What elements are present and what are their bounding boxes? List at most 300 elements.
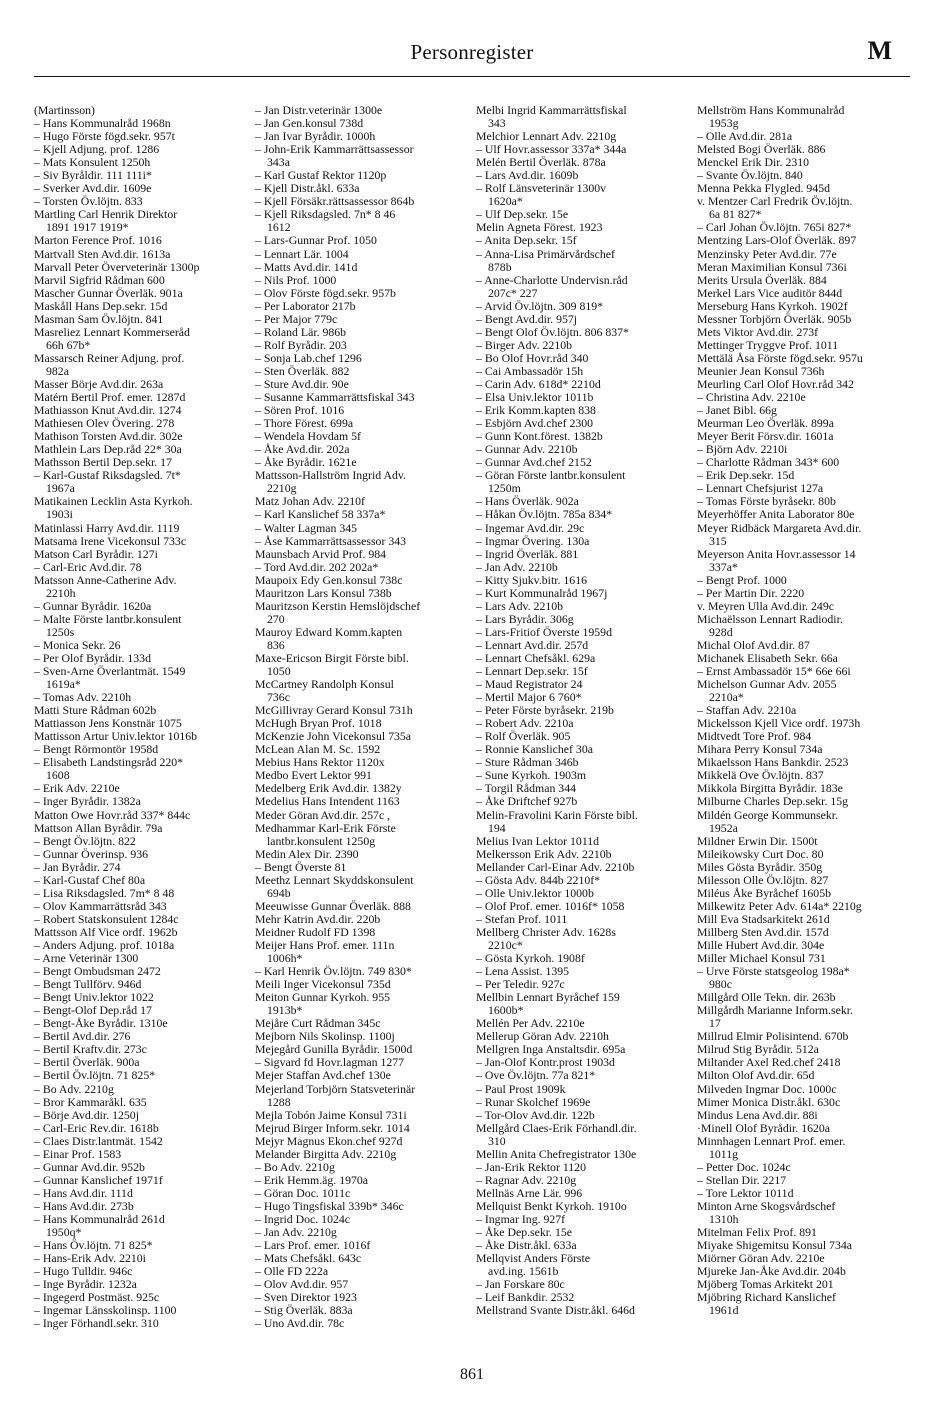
register-entry: [34, 965, 245, 978]
entry-line: Mjöberg Tomas Arkitekt 201: [697, 1278, 834, 1292]
register-entry: [34, 1278, 245, 1291]
entry-line: Melbi Ingrid Kammarrättsfiskal: [476, 104, 627, 117]
register-entry: [255, 795, 466, 808]
entry-line: Mille Hubert Avd.dir. 304e: [697, 939, 825, 952]
register-entry: [255, 769, 466, 782]
entry-line: Mill Eva Stadsarkitekt 261d: [697, 912, 830, 926]
entry-line: Millgård Olle Tekn. dir. 263b: [697, 991, 836, 1005]
entry-line: – Åse Kammarrättsassessor 343: [255, 534, 407, 548]
register-entry: [34, 274, 245, 287]
entry-line: – Björn Adv. 2210i: [697, 443, 788, 457]
register-entry: [697, 730, 908, 743]
entry-line: Matti Sture Rådman 602b: [34, 704, 157, 718]
entry-line: – Jan Adv. 2210b: [476, 560, 558, 574]
entry-line: McGillivray Gerard Konsul 731h: [255, 704, 413, 718]
entry-line: – Ernst Ambassadör 15* 66e 66i: [697, 665, 851, 679]
section-letter: M: [867, 36, 892, 65]
register-entry: [697, 769, 908, 782]
entry-continuation: avd.ing. 1561b: [488, 1265, 559, 1279]
register-entry: [34, 391, 245, 404]
entry-line: – Gösta Adv. 844b 2210f*: [476, 873, 601, 887]
entry-line: McLean Alan M. Sc. 1592: [255, 743, 381, 757]
entry-continuation: 2210g: [267, 482, 297, 496]
register-entry: [255, 1135, 466, 1148]
entry-continuation: 1961d: [709, 1304, 739, 1318]
entry-line: – Lars-Fritiof Överste 1959d: [476, 625, 612, 639]
entry-line: – Olof Prof. emer. 1016f* 1058: [476, 899, 625, 913]
entry-line: – Karl Henrik Öv.löjtn. 749 830*: [255, 965, 412, 979]
register-entry: [255, 1265, 466, 1278]
entry-line: – Bengt Prof. 1000: [697, 573, 787, 587]
entry-line: – Gunnar Avd.chef 2152: [476, 456, 592, 470]
register-entry: [476, 274, 687, 300]
entry-line: – Elsa Univ.lektor 1011b: [476, 391, 594, 405]
entry-line: v. Meyren Ulla Avd.dir. 249c: [697, 599, 834, 613]
register-entry: [697, 182, 908, 195]
entry-line: – Gunnar Avd.dir. 952b: [34, 1160, 145, 1174]
register-entry: [476, 587, 687, 600]
entry-continuation: 1913b*: [267, 1004, 303, 1018]
entry-continuation: 1250m: [488, 482, 521, 496]
register-entry: [476, 535, 687, 548]
entry-continuation: 2210h: [46, 586, 76, 600]
register-entry: [34, 287, 245, 300]
entry-continuation: 1891 1917 1919*: [46, 221, 129, 235]
entry-line: – Hugo Tingsfiskal 339b* 346c: [255, 1199, 404, 1213]
register-entry: [255, 430, 466, 443]
entry-continuation: 315: [709, 534, 727, 548]
entry-continuation: 836: [267, 638, 285, 652]
entry-line: – Charlotte Rådman 343* 600: [697, 456, 840, 470]
entry-line: – Jan Forskare 80c: [476, 1278, 565, 1292]
entry-line: Merkel Lars Vice auditör 844d: [697, 286, 843, 300]
entry-line: – Göran Förste lantbr.konsulent: [476, 469, 626, 483]
register-entry: [476, 965, 687, 978]
entry-line: Miyake Shigemitsu Konsul 734a: [697, 1239, 852, 1253]
register-entry: [476, 417, 687, 430]
register-entry: [697, 456, 908, 469]
entry-line: – Bertil Kraftv.dir. 273c: [34, 1043, 147, 1057]
entry-line: – Bertil Överläk. 900a: [34, 1056, 140, 1070]
register-entry: [476, 130, 687, 143]
register-entry: [255, 1161, 466, 1174]
entry-line: – Walter Lagman 345: [255, 521, 358, 535]
register-entry: [255, 574, 466, 587]
register-entry: [697, 678, 908, 704]
entry-line: – Jan-Olof Kontr.prost 1903d: [476, 1056, 615, 1070]
entry-line: – Svante Öv.löjtn. 840: [697, 169, 803, 183]
entry-line: – Per Major 779c: [255, 312, 338, 326]
entry-line: Matson Carl Byrådir. 127i: [34, 547, 158, 561]
register-entry: [255, 652, 466, 678]
entry-line: Mauroy Edward Komm.kapten: [255, 625, 403, 639]
entry-line: – Lennart Lär. 1004: [255, 247, 349, 261]
entry-line: Mellstrand Svante Distr.åkl. 646d: [476, 1304, 635, 1318]
entry-line: – Ove Öv.löjtn. 77a 821*: [476, 1069, 596, 1083]
register-entry: [34, 143, 245, 156]
entry-line: – Sture Avd.dir. 90e: [255, 377, 349, 391]
entry-line: – Leif Bankdir. 2532: [476, 1291, 575, 1305]
register-entry: [34, 1213, 245, 1239]
entry-line: – Lars Adv. 2210b: [476, 599, 564, 613]
register-entry: [476, 678, 687, 691]
register-entry: [476, 182, 687, 208]
register-entry: [697, 952, 908, 965]
entry-line: – Bengt Öv.löjtn. 822: [34, 834, 136, 848]
entry-line: – Inge Byrådir. 1232a: [34, 1278, 137, 1292]
register-entry: [697, 287, 908, 300]
entry-line: – Malte Förste lantbr.konsulent: [34, 612, 182, 626]
register-entry: [476, 365, 687, 378]
entry-line: Masser Börje Avd.dir. 263a: [34, 377, 164, 391]
register-entry: [255, 939, 466, 965]
entry-line: Michelson Gunnar Adv. 2055: [697, 678, 837, 692]
register-entry: [697, 1043, 908, 1056]
entry-line: – Lisa Riksdagsled. 7m* 8 48: [34, 886, 175, 900]
entry-line: Menzinsky Peter Avd.dir. 77e: [697, 247, 837, 261]
entry-line: – Bror Kammaråkl. 635: [34, 1095, 147, 1109]
entry-line: Messner Torbjörn Överläk. 905b: [697, 312, 852, 326]
entry-line: Melén Bertil Överläk. 878a: [476, 156, 606, 170]
register-entry: [697, 313, 908, 326]
entry-line: Mickelsson Kjell Vice ordf. 1973h: [697, 717, 861, 731]
entry-line: Marton Ference Prof. 1016: [34, 234, 162, 248]
register-entry: [255, 391, 466, 404]
register-entry: [476, 1200, 687, 1213]
entry-line: Mascher Gunnar Överläk. 901a: [34, 286, 183, 300]
register-entry: [476, 221, 687, 234]
entry-line: – Lars-Gunnar Prof. 1050: [255, 234, 377, 248]
entry-line: – Urve Förste statsgeolog 198a*: [697, 965, 850, 979]
register-entry: [255, 1239, 466, 1252]
register-entry: [34, 548, 245, 561]
register-entry: [34, 234, 245, 247]
register-entry: [476, 1030, 687, 1043]
register-entry: [255, 1304, 466, 1317]
entry-line: – Inger Byrådir. 1382a: [34, 795, 141, 809]
entry-line: – Hans Avd.dir. 273b: [34, 1199, 134, 1213]
register-entry: [476, 1148, 687, 1161]
entry-line: Michanek Elisabeth Sekr. 66a: [697, 651, 838, 665]
entry-line: – Gösta Kyrkoh. 1908f: [476, 952, 585, 966]
entry-line: Matz Johan Adv. 2210f: [255, 495, 365, 509]
register-entry: [255, 1122, 466, 1135]
entry-line: Melkersson Erik Adv. 2210b: [476, 847, 612, 861]
entry-line: Mathiesen Olev Övering. 278: [34, 417, 175, 431]
register-entry: [476, 1213, 687, 1226]
register-entry: [697, 665, 908, 678]
entry-line: Mellgård Claes-Erik Förhandl.dir.: [476, 1121, 637, 1135]
register-entry: [697, 469, 908, 482]
register-entry: [697, 482, 908, 495]
entry-line: – Bengt-Åke Byrådir. 1310e: [34, 1017, 168, 1031]
entry-line: Mellbin Lennart Byråchef 159: [476, 991, 620, 1005]
entry-line: ·Minell Olof Byrådir. 1620a: [697, 1121, 831, 1135]
register-entry: [476, 208, 687, 221]
register-entry: [255, 1174, 466, 1187]
register-entry: [34, 1200, 245, 1213]
register-entry: [476, 1187, 687, 1200]
entry-continuation: 343a: [267, 156, 290, 170]
entry-line: – Ingemar Avd.dir. 29c: [476, 521, 585, 535]
register-entry: [255, 900, 466, 913]
entry-line: – Per Teledir. 927c: [476, 978, 565, 992]
register-entry: [697, 221, 908, 234]
register-entry: [255, 522, 466, 535]
entry-line: Michaëlsson Lennart Radiodir.: [697, 612, 843, 626]
register-entry: [255, 600, 466, 626]
register-entry: [255, 169, 466, 182]
register-entry: [255, 730, 466, 743]
register-entry: [34, 378, 245, 391]
register-entry: [476, 952, 687, 965]
entry-line: Maupoix Edy Gen.konsul 738c: [255, 573, 403, 587]
register-entry: [476, 926, 687, 952]
register-entry: [34, 704, 245, 717]
entry-line: Mejåre Curt Rådman 345c: [255, 1017, 381, 1031]
register-entry: [476, 717, 687, 730]
entry-line: Melin-Fravolini Karin Förste bibl.: [476, 808, 638, 822]
entry-line: – Bengt Olof Öv.löjtn. 806 837*: [476, 325, 629, 339]
register-entry: [476, 1226, 687, 1239]
entry-line: – Olle Univ.lektor 1000b: [476, 886, 594, 900]
entry-line: – Esbjörn Avd.chef 2300: [476, 417, 594, 431]
header-rule: [34, 76, 910, 77]
register-entry: [255, 1226, 466, 1239]
entry-line: Mellberg Christer Adv. 1628s: [476, 925, 616, 939]
entry-continuation: 1620a*: [488, 195, 523, 209]
register-entry: [34, 1122, 245, 1135]
entry-line: – Bengt Ombudsman 2472: [34, 965, 161, 979]
entry-line: Maxe-Ericson Birgit Förste bibl.: [255, 651, 409, 665]
entry-line: – Anita Dep.sekr. 15f: [476, 234, 577, 248]
entry-line: – Monica Sekr. 26: [34, 638, 121, 652]
entry-line: – Lennart Chefsåkl. 629a: [476, 651, 596, 665]
entry-line: – Ulf Dep.sekr. 15e: [476, 208, 569, 222]
register-entry: [476, 1109, 687, 1122]
register-entry: [255, 1213, 466, 1226]
register-entry: [476, 782, 687, 795]
register-entry: [476, 339, 687, 352]
entry-line: Mileikowsky Curt Doc. 80: [697, 847, 824, 861]
entry-line: Mehr Katrin Avd.dir. 220b: [255, 912, 381, 926]
entry-line: – Jan Distr.veterinär 1300e: [255, 104, 383, 117]
entry-continuation: 2210a*: [709, 691, 744, 705]
register-entry: [255, 313, 466, 326]
entry-line: – Bengt Avd.dir. 957j: [476, 312, 578, 326]
entry-line: – Matts Avd.dir. 141d: [255, 260, 358, 274]
entry-line: Mattiasson Jens Konstnär 1075: [34, 717, 182, 731]
register-entry: [255, 300, 466, 313]
register-entry: [697, 1030, 908, 1043]
entry-line: – Kjell Adjung. prof. 1286: [34, 143, 160, 157]
register-entry: [255, 1083, 466, 1109]
entry-line: Mettälä Åsa Förste fögd.sekr. 957u: [697, 351, 863, 365]
register-entry: [476, 665, 687, 678]
register-entry: [476, 1043, 687, 1056]
register-entry: [697, 391, 908, 404]
register-entry: [476, 495, 687, 508]
entry-line: Medelius Hans Intendent 1163: [255, 795, 400, 809]
entry-line: Medin Alex Dir. 2390: [255, 847, 359, 861]
register-entry: [255, 756, 466, 769]
register-column-2: [255, 104, 466, 1354]
entry-line: – Hans Kommunalråd 261d: [34, 1212, 165, 1226]
entry-line: – Anders Adjung. prof. 1018a: [34, 939, 175, 952]
register-entry: [697, 652, 908, 665]
entry-line: – Tord Avd.dir. 202 202a*: [255, 560, 379, 574]
entry-line: Mildner Erwin Dir. 1500t: [697, 834, 818, 848]
register-entry: [476, 978, 687, 991]
register-entry: [476, 326, 687, 339]
register-entry: [255, 978, 466, 991]
register-entry: [34, 835, 245, 848]
entry-line: – Staffan Adv. 2210a: [697, 704, 797, 718]
entry-line: – Uno Avd.dir. 78c: [255, 1317, 345, 1331]
entry-line: – Bertil Öv.löjtn. 71 825*: [34, 1069, 156, 1083]
entry-line: Meeuwisse Gunnar Överläk. 888: [255, 899, 411, 913]
entry-line: Miltander Axel Red.chef 2418: [697, 1056, 841, 1070]
entry-line: – Hans-Erik Adv. 2210i: [34, 1252, 146, 1266]
entry-line: Meiton Gunnar Kyrkoh. 955: [255, 991, 390, 1005]
register-entry: [34, 117, 245, 130]
register-entry: [34, 900, 245, 913]
register-entry: [476, 1174, 687, 1187]
entry-line: – Jan Gen.konsul 738d: [255, 117, 364, 131]
register-entry: [476, 234, 687, 247]
entry-line: – Claes Distr.lantmät. 1542: [34, 1134, 163, 1148]
entry-line: Meethz Lennart Skyddskonsulent: [255, 873, 414, 887]
entry-line: – Stellan Dir. 2217: [697, 1173, 787, 1187]
entry-line: Menckel Erik Dir. 2310: [697, 156, 810, 170]
register-entry: [255, 1252, 466, 1265]
entry-line: – Hans Överläk. 902a: [476, 495, 579, 509]
entry-continuation: 17: [709, 1017, 721, 1031]
entry-line: – Lars Byrådir. 306g: [476, 612, 574, 626]
entry-line: Mattisson Artur Univ.lektor 1016b: [34, 730, 198, 744]
register-entry: [34, 1187, 245, 1200]
register-entry: [697, 991, 908, 1004]
register-entry: [255, 822, 466, 848]
entry-line: – Erik Hemm.äg. 1970a: [255, 1173, 369, 1187]
register-entry: [34, 1083, 245, 1096]
register-entry: [255, 417, 466, 430]
entry-line: – Anne-Charlotte Undervisn.råd: [476, 273, 628, 287]
register-entry: [476, 600, 687, 613]
entry-line: – Karl Gustaf Rektor 1120p: [255, 169, 387, 183]
entry-line: – Hans Kommunalråd 1968n: [34, 117, 171, 131]
register-entry: [255, 274, 466, 287]
register-entry: [697, 1252, 908, 1265]
register-entry: [476, 1252, 687, 1278]
register-entry: [476, 691, 687, 704]
register-entry: [476, 887, 687, 900]
register-entry: [476, 300, 687, 313]
register-entry: [255, 1148, 466, 1161]
entry-line: – Åke Avd.dir. 202a: [255, 443, 350, 457]
entry-continuation: 194: [488, 821, 506, 835]
entry-line: Masreliez Lennart Kommerseråd: [34, 325, 190, 339]
register-entry: [34, 1174, 245, 1187]
register-entry: [697, 1239, 908, 1252]
register-entry: [697, 574, 908, 587]
entry-line: – Susanne Kammarrättsfiskal 343: [255, 391, 415, 405]
entry-continuation: 66h 67b*: [46, 338, 91, 352]
entry-line: Meyer Berit Försv.dir. 1601a: [697, 430, 834, 444]
entry-line: Millrud Elmir Polisintend. 670b: [697, 1030, 849, 1044]
entry-line: Mathison Torsten Avd.dir. 302e: [34, 430, 183, 444]
register-column-3: [476, 104, 687, 1354]
register-entry: [34, 248, 245, 261]
entry-line: Mitelman Felix Prof. 891: [697, 1226, 817, 1240]
register-entry: [476, 352, 687, 365]
register-entry: [34, 1291, 245, 1304]
entry-line: – Thore Förest. 699a: [255, 417, 354, 431]
register-entry: [697, 1265, 908, 1278]
entry-line: – Per Martin Dir. 2220: [697, 586, 805, 600]
register-entry: [34, 535, 245, 548]
register-entry: [476, 404, 687, 417]
entry-line: Medbo Evert Lektor 991: [255, 769, 372, 783]
register-entry: [34, 313, 245, 326]
register-entry: [697, 704, 908, 717]
register-entry: [476, 469, 687, 495]
register-entry: [255, 561, 466, 574]
register-entry: [697, 1004, 908, 1030]
entry-line: – John-Erik Kammarrättsassessor: [255, 143, 414, 157]
entry-line: Maunsbach Arvid Prof. 984: [255, 547, 387, 561]
register-entry: [34, 574, 245, 600]
register-entry: [34, 1317, 245, 1330]
entry-line: – Einar Prof. 1583: [34, 1147, 122, 1161]
entry-line: – Maud Registrator 24: [476, 678, 583, 692]
register-entry: [34, 195, 245, 208]
register-entry: [255, 182, 466, 195]
entry-line: Milesson Olle Öv.löjtn. 827: [697, 873, 829, 887]
entry-line: Mikkelä Ove Öv.löjtn. 837: [697, 769, 824, 783]
register-entry: [697, 104, 908, 130]
entry-line: – Lars Prof. emer. 1016f: [255, 1239, 371, 1253]
entry-line: Massarsch Reiner Adjung. prof.: [34, 351, 185, 365]
register-entry: [476, 835, 687, 848]
register-entry: [34, 456, 245, 469]
entry-line: – Bo Olof Hovr.råd 340: [476, 351, 589, 365]
entry-line: – Sören Prof. 1016: [255, 404, 345, 418]
register-entry: [34, 1161, 245, 1174]
entry-line: – Sven-Arne Överlantmät. 1549: [34, 665, 186, 679]
entry-line: – Jan Byrådir. 274: [34, 860, 121, 874]
entry-line: – Tomas Adv. 2210h: [34, 691, 132, 705]
register-entry: [697, 965, 908, 991]
entry-line: Mejla Tobón Jaime Konsul 731i: [255, 1108, 407, 1122]
register-entry: [697, 1174, 908, 1187]
entry-line: – Tor-Olov Avd.dir. 122b: [476, 1108, 595, 1122]
entry-line: Mellström Hans Kommunalråd: [697, 104, 845, 117]
entry-line: Milburne Charles Dep.sekr. 15g: [697, 795, 849, 809]
entry-line: Milkewitz Peter Adv. 614a* 2210g: [697, 899, 862, 913]
entry-line: Millberg Sten Avd.dir. 157d: [697, 925, 829, 939]
register-entry: [34, 991, 245, 1004]
page-title: Personregister: [410, 40, 534, 64]
register-entry: [34, 756, 245, 782]
register-entry: [476, 1122, 687, 1148]
entry-line: Mejrud Birger Inform.sekr. 1014: [255, 1121, 410, 1135]
entry-line: – Sigvard fd Hovr.lagman 1277: [255, 1056, 405, 1070]
entry-line: v. Mentzer Carl Fredrik Öv.löjtn.: [697, 195, 853, 209]
register-entry: [34, 169, 245, 182]
entry-continuation: 694b: [267, 886, 291, 900]
entry-line: – Anna-Lisa Primärvårdschef: [476, 247, 615, 261]
